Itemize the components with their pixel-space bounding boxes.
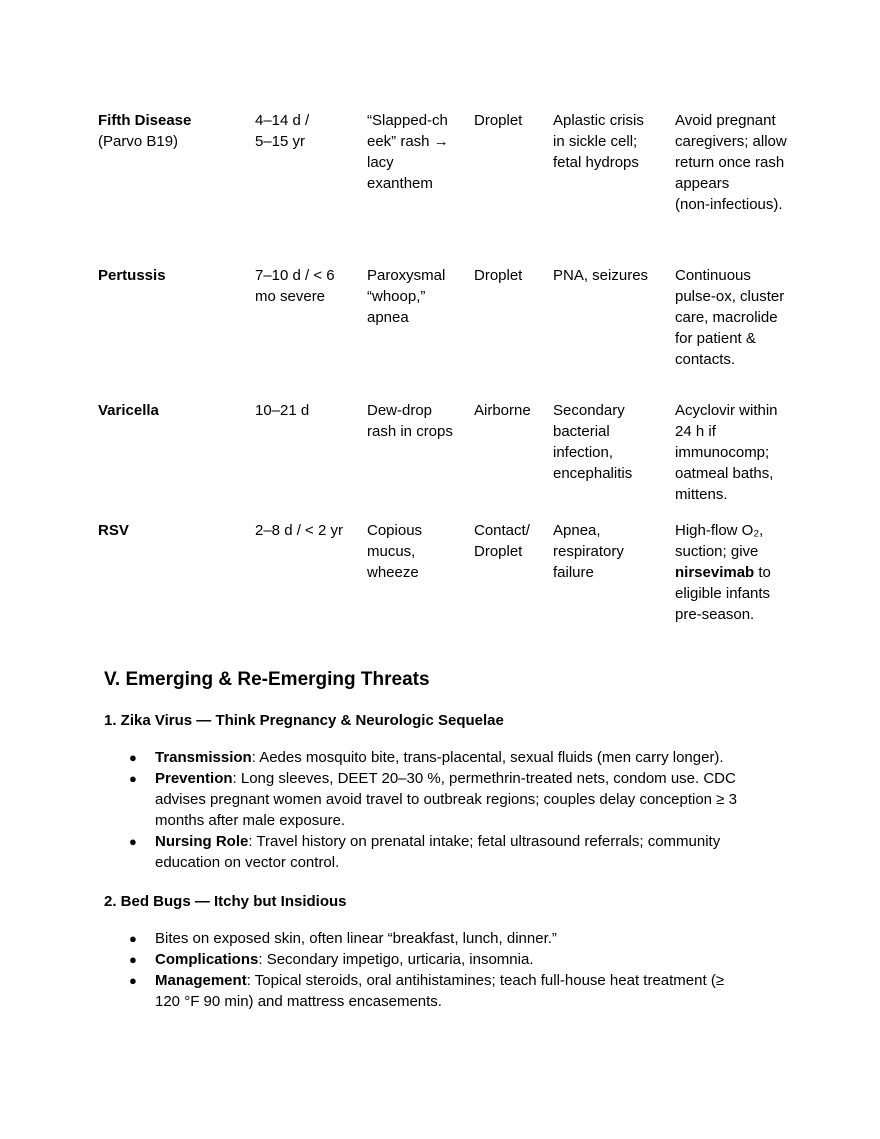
list-item (0, 768, 785, 831)
list-item (0, 928, 785, 949)
bullet-icon: ● (129, 952, 137, 967)
cell-line: PNA, seizures (553, 267, 649, 284)
cell-line: mucus, (367, 543, 416, 560)
cell-line: wheeze (367, 564, 419, 581)
bullet-text: education on vector control. (155, 854, 340, 871)
cell-line: failure (553, 564, 594, 581)
table-cell-precautions (474, 110, 522, 131)
table-cell-complications (553, 400, 632, 484)
bullet-text: advises pregnant women avoid travel to outbreak regions; couples delay conception ≥ 3 (155, 791, 737, 808)
table-cell-precautions (474, 400, 531, 421)
cell-line: pre-season. (675, 606, 755, 623)
cell-line: 2–8 d / < 2 yr (255, 522, 343, 539)
cell-line: exanthem (367, 175, 433, 192)
bullet-icon: ● (129, 973, 137, 988)
bullet-icon: ● (129, 931, 137, 946)
table-cell-precautions (474, 520, 530, 562)
cell-line: appears (675, 175, 730, 192)
cell-line: caregivers; allow (675, 133, 787, 150)
table-cell-incubation (255, 265, 335, 307)
cell-line: contacts. (675, 351, 736, 368)
table-cell-disease (98, 400, 159, 421)
table-cell-signs (367, 400, 453, 442)
bold-term: nirsevimab (675, 564, 755, 581)
cell-line: Airborne (474, 402, 531, 419)
cell-line: rash in crops (367, 423, 453, 440)
cell-line: 5–15 yr (255, 133, 306, 150)
bullet-text: : Long sleeves, DEET 20–30 %, permethrin-treated nets, condom use. CDC (232, 770, 736, 787)
table-cell-nursing (675, 400, 778, 505)
cell-line: eek” rash → (367, 133, 449, 150)
list-item (0, 970, 785, 1012)
cell-line: Avoid pregnant (675, 112, 776, 129)
list-item (0, 831, 785, 873)
cell-line: Dew-drop (367, 402, 433, 419)
cell-line: Copious (367, 522, 423, 539)
bullet-label: Transmission (155, 749, 252, 766)
table-cell-complications (553, 265, 648, 286)
bullet-icon: ● (129, 834, 137, 849)
bullet-text: 120 °F 90 min) and mattress encasements. (155, 993, 442, 1010)
bullet-label: Prevention (155, 770, 233, 787)
zika-bullet-list (0, 747, 785, 873)
bed-bugs-bullet-list (0, 928, 785, 1012)
bullet-text: : Travel history on prenatal intake; fetal ultrasound referrals; community (248, 833, 721, 850)
cell-line: mittens. (675, 486, 728, 503)
cell-line: oatmeal baths, (675, 465, 774, 482)
table-cell-incubation (255, 110, 309, 152)
table-cell-complications (553, 520, 624, 583)
cell-line: return once rash (675, 154, 785, 171)
table-cell-precautions (474, 265, 522, 286)
cell-line: Droplet (474, 112, 523, 129)
list-item (0, 949, 785, 970)
cell-line: RSV (98, 522, 129, 539)
bullet-text: Bites on exposed skin, often linear “breakfast, lunch, dinner.” (155, 930, 557, 947)
table-cell-incubation (255, 400, 309, 421)
cell-line: (non-infectious). (675, 196, 783, 213)
cell-line: “Slapped-ch (367, 112, 448, 129)
bullet-icon: ● (129, 750, 137, 765)
table-cell-nursing (675, 520, 771, 625)
table-cell-nursing (675, 265, 784, 370)
cell-line: mo severe (255, 288, 326, 305)
cell-line: apnea (367, 309, 409, 326)
table-cell-disease (98, 265, 166, 286)
bullet-text: : Topical steroids, oral antihistamines; teach full-house heat treatment (≥ (246, 972, 725, 989)
cell-line: 24 h if (675, 423, 716, 440)
cell-line: Continuous (675, 267, 751, 284)
cell-line: 7–10 d / < 6 (255, 267, 335, 284)
table-cell-signs (367, 520, 422, 583)
cell-line: pulse-ox, cluster (675, 288, 785, 305)
bullet-text: : Aedes mosquito bite, trans-placental, sexual fluids (men carry longer). (251, 749, 724, 766)
bullet-icon: ● (129, 771, 137, 786)
bullet-text: months after male exposure. (155, 812, 346, 829)
cell-line: Secondary (553, 402, 625, 419)
table-cell-incubation (255, 520, 343, 541)
table-cell-nursing (675, 110, 787, 215)
table-cell-signs (367, 265, 445, 328)
cell-line: Droplet (474, 267, 523, 284)
list-item (0, 747, 785, 768)
cell-line: for patient & (675, 330, 756, 347)
cell-line: fetal hydrops (553, 154, 639, 171)
cell-line: 10–21 d (255, 402, 310, 419)
cell-line: Apnea, (553, 522, 601, 539)
cell-line: Acyclovir within (675, 402, 778, 419)
cell-line: in sickle cell; (553, 133, 638, 150)
cell-line: immunocomp; (675, 444, 770, 461)
cell-line: High-flow O₂, (675, 522, 764, 539)
table-cell-signs (367, 110, 449, 194)
cell-line: encephalitis (553, 465, 633, 482)
bullet-text: : Secondary impetigo, urticaria, insomnia. (258, 951, 534, 968)
cell-line: (Parvo B19) (98, 133, 179, 150)
table-cell-complications (553, 110, 644, 173)
subsection-title-zika: 1. Zika Virus — Think Pregnancy & Neurologic Sequelae (104, 712, 504, 729)
cell-line: nirsevimab to (675, 564, 771, 581)
cell-line: care, macrolide (675, 309, 778, 326)
cell-line: Fifth Disease (98, 112, 192, 129)
table-cell-disease (98, 110, 191, 152)
cell-line: bacterial (553, 423, 610, 440)
cell-line: “whoop,” (367, 288, 426, 305)
cell-line: Paroxysmal (367, 267, 446, 284)
subsection-title-bed-bugs: 2. Bed Bugs — Itchy but Insidious (104, 893, 347, 910)
cell-line: suction; give (675, 543, 759, 560)
bullet-label: Complications (155, 951, 259, 968)
cell-line: Pertussis (98, 267, 166, 284)
bullet-label: Nursing Role (155, 833, 249, 850)
cell-line: Varicella (98, 402, 159, 419)
cell-line: respiratory (553, 543, 624, 560)
section-title: V. Emerging & Re-Emerging Threats (104, 669, 430, 690)
cell-line: Aplastic crisis (553, 112, 644, 129)
table-cell-disease (98, 520, 129, 541)
cell-line: infection, (553, 444, 614, 461)
cell-line: Droplet (474, 543, 523, 560)
cell-line: eligible infants (675, 585, 771, 602)
cell-line: lacy (367, 154, 394, 171)
bullet-label: Management (155, 972, 247, 989)
cell-line: Contact/ (474, 522, 530, 539)
cell-line: 4–14 d / (255, 112, 310, 129)
